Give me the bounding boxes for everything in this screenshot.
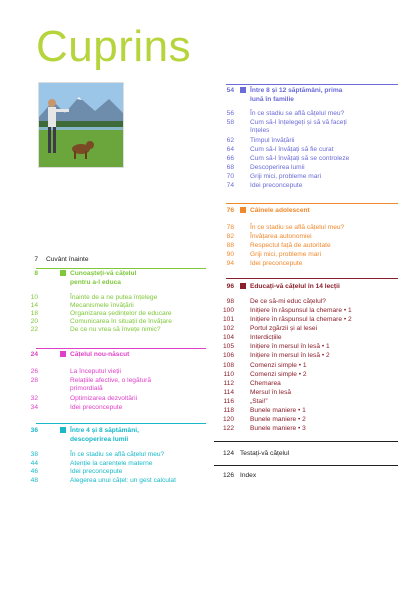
entry-label: înțeles — [250, 127, 270, 134]
photo-illustration — [39, 83, 123, 167]
entry-label: Cum să-l învățați să se controleze — [250, 155, 350, 162]
page-number: 22 — [30, 326, 38, 333]
page-number: 96 — [226, 283, 234, 290]
page-number: 34 — [30, 404, 38, 411]
entry-label: Descoperirea lumii — [250, 164, 305, 171]
page-number: 48 — [30, 477, 38, 484]
page-number: 62 — [226, 137, 234, 144]
entry-label: Idei preconcepute — [70, 468, 123, 475]
entry-label: Idei preconcepute — [250, 260, 303, 267]
section-square-marker — [60, 427, 66, 433]
page-number: 124 — [222, 450, 234, 457]
entry-label: De ce să-mi educ cățelul? — [250, 298, 326, 305]
page-title: Cuprins — [36, 22, 192, 71]
section-square-marker — [240, 87, 246, 93]
page-number: 90 — [226, 251, 234, 258]
entry-label: primordială — [70, 385, 103, 392]
entry-label: În ce stadiu se află cățelul meu? — [250, 110, 345, 117]
entry-label: Inițiere în răspunsul la chemare • 1 — [250, 307, 352, 314]
page-number: 64 — [226, 146, 234, 153]
entry-label: Bunele maniere • 3 — [250, 425, 306, 432]
entry-label: Înainte de a ne putea înțelege — [70, 294, 158, 301]
entry-label: Alegerea unui cățel: un gest calculat — [70, 477, 176, 484]
entry-label: Relațiile afective, o legătură — [70, 377, 152, 384]
entry-label: Testați-vă cățelul — [240, 450, 290, 457]
page-number: 112 — [223, 380, 234, 387]
page-number: 36 — [30, 427, 38, 434]
page-number: 104 — [222, 334, 234, 341]
page-number: 108 — [222, 362, 234, 369]
page-number: 14 — [30, 302, 38, 309]
page-number: 38 — [30, 451, 38, 458]
section-rule — [214, 465, 398, 466]
section-title-line2: pentru a-l educa — [70, 279, 121, 286]
page-number: 78 — [226, 224, 234, 231]
page-number: 105 — [222, 343, 234, 350]
section-rule — [226, 84, 398, 85]
entry-label: Index — [240, 472, 257, 479]
page-number: 8 — [34, 270, 38, 277]
entry-label: Inițiere în mersul în lesă • 1 — [250, 343, 330, 350]
page-number: 20 — [30, 318, 38, 325]
entry-label: Mecanismele învățării — [70, 302, 134, 309]
entry-label: Cuvânt înainte — [46, 256, 89, 263]
page-number: 120 — [222, 416, 234, 423]
section-square-marker — [240, 207, 246, 213]
section-title: Cățelul nou-născut — [70, 351, 130, 358]
page-number: 44 — [30, 460, 38, 467]
page-number: 54 — [226, 87, 234, 94]
page-number: 110 — [223, 371, 234, 378]
section-rule — [36, 268, 206, 269]
page-number: 70 — [226, 173, 234, 180]
section-rule — [226, 203, 398, 204]
section-title: Între 4 și 8 săptămâni, — [70, 427, 139, 434]
page-number: 24 — [30, 351, 38, 358]
page-number: 58 — [226, 119, 234, 126]
dog-owner-photo — [38, 82, 124, 168]
section-title: Câinele adolescent — [250, 207, 310, 214]
page-number: 68 — [226, 164, 234, 171]
page-number: 98 — [226, 298, 234, 305]
page-number: 114 — [223, 389, 234, 396]
entry-label: Idei preconcepute — [70, 404, 123, 411]
entry-label: De ce nu vrea să învețe nimic? — [70, 326, 161, 333]
section-rule — [214, 441, 398, 442]
page-number: 56 — [226, 110, 234, 117]
entry-label: Optimizarea dezvoltării — [70, 395, 138, 402]
page-number: 116 — [223, 398, 234, 405]
page-number: 10 — [30, 294, 38, 301]
page-number: 102 — [222, 325, 234, 332]
entry-label: Bunele maniere • 1 — [250, 407, 306, 414]
section-rule — [36, 423, 206, 424]
entry-label: Timpul învățării — [250, 137, 295, 144]
section-title: Cunoașteți-vă cățelul — [70, 270, 137, 277]
section-title-line2: descoperirea lumii — [70, 436, 129, 443]
entry-label: Interdicțiile — [250, 334, 282, 341]
page-number: 76 — [226, 207, 234, 214]
section-rule — [226, 278, 398, 279]
entry-label: La începutul vieții — [70, 368, 121, 375]
entry-label: Inițiere în mersul în lesă • 2 — [250, 352, 330, 359]
section-title: Educați-vă cățelul în 14 lecții — [250, 283, 340, 290]
page-number: 7 — [34, 256, 38, 263]
section-title-line2: lună în familie — [250, 96, 294, 103]
page-number: 88 — [226, 242, 234, 249]
page-number: 46 — [30, 468, 38, 475]
entry-label: Griji mici, probleme mari — [250, 173, 322, 180]
entry-label: Cum să-l învățați să fie curat — [250, 146, 334, 153]
page-number: 100 — [222, 307, 234, 314]
entry-label: Griji mici, probleme mari — [250, 251, 322, 258]
page-number: 18 — [30, 310, 38, 317]
entry-label: Respectul față de autoritate — [250, 242, 331, 249]
section-square-marker — [60, 270, 66, 276]
page-number: 26 — [30, 368, 38, 375]
page-number: 74 — [226, 182, 234, 189]
entry-label: Comunicarea în situații de învățare — [70, 318, 172, 325]
page-number: 106 — [222, 352, 234, 359]
section-rule — [36, 348, 206, 349]
page-number: 126 — [222, 472, 234, 479]
entry-label: Învățarea autonomiei — [250, 233, 312, 240]
entry-label: Portul zgărzii și al lesei — [250, 325, 318, 332]
section-square-marker — [240, 283, 246, 289]
page-number: 122 — [222, 425, 234, 432]
entry-label: În ce stadiu se află cățelul meu? — [70, 451, 165, 458]
entry-label: Atenție la carențele materne — [70, 460, 153, 467]
page-number: 82 — [226, 233, 234, 240]
entry-label: Bunele maniere • 2 — [250, 416, 306, 423]
entry-label: Organizarea ședințelor de educare — [70, 310, 172, 317]
entry-label: Chemarea — [250, 380, 281, 387]
entry-label: Inițiere în răspunsul la chemare • 2 — [250, 316, 352, 323]
page-number: 94 — [226, 260, 234, 267]
entry-label: Mersul în lesă — [250, 389, 292, 396]
section-title: Între 8 și 12 săptămâni, prima — [250, 87, 343, 94]
entry-label: Comenzi simple • 1 — [250, 362, 307, 369]
entry-label: Comenzi simple • 2 — [250, 371, 307, 378]
page-number: 66 — [226, 155, 234, 162]
page-number: 28 — [30, 377, 38, 384]
section-square-marker — [60, 351, 66, 357]
page-number: 101 — [222, 316, 234, 323]
page-number: 32 — [30, 395, 38, 402]
page-number: 118 — [223, 407, 234, 414]
entry-label: „Stai!” — [250, 398, 268, 405]
entry-label: Idei preconcepute — [250, 182, 303, 189]
entry-label: În ce stadiu se află cățelul meu? — [250, 224, 345, 231]
entry-label: Cum să-l înțelegeți și să vă faceți — [250, 119, 347, 126]
